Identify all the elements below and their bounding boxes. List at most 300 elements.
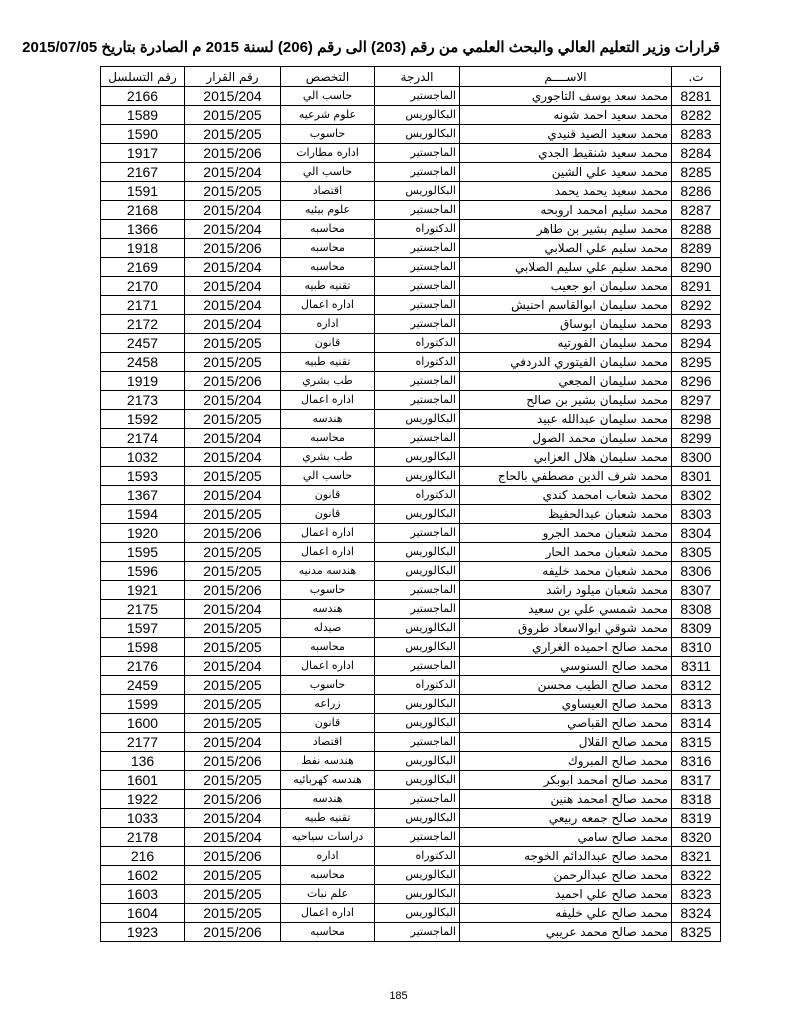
cell-degree: البكالوريس — [375, 448, 460, 467]
cell-no: 8311 — [672, 657, 721, 676]
cell-serial: 2176 — [101, 657, 185, 676]
cell-decision: 2015/205 — [185, 866, 281, 885]
cell-no: 8313 — [672, 695, 721, 714]
cell-specialty: هندسه — [281, 600, 375, 619]
cell-name: محمد سليمان بشير بن صالح — [460, 391, 672, 410]
cell-serial: 1917 — [101, 144, 185, 163]
page-number: 185 — [389, 990, 408, 1002]
cell-decision: 2015/205 — [185, 562, 281, 581]
cell-decision: 2015/206 — [185, 752, 281, 771]
cell-no: 8283 — [672, 125, 721, 144]
cell-name: محمد صالح القباصي — [460, 714, 672, 733]
cell-decision: 2015/205 — [185, 676, 281, 695]
cell-name: محمد شعبان محمد الحار — [460, 543, 672, 562]
cell-name: محمد صالح عبدالرحمن — [460, 866, 672, 885]
cell-no: 8293 — [672, 315, 721, 334]
header-decision: رقم القرار — [185, 67, 281, 87]
cell-serial: 2457 — [101, 334, 185, 353]
cell-serial: 1599 — [101, 695, 185, 714]
cell-degree: البكالوريس — [375, 543, 460, 562]
cell-decision: 2015/206 — [185, 144, 281, 163]
cell-name: محمد صالح علي احميد — [460, 885, 672, 904]
cell-name: محمد صالح العيساوي — [460, 695, 672, 714]
cell-name: محمد سليمان ابو جعيب — [460, 277, 672, 296]
cell-degree: الماجستير — [375, 429, 460, 448]
cell-name: محمد شرف الدين مصطفي بالحاج — [460, 467, 672, 486]
table-row — [101, 315, 721, 334]
header-serial: رقم التسلسل — [101, 67, 185, 87]
cell-name: محمد سليمان الفيتوري الدردفي — [460, 353, 672, 372]
cell-decision: 2015/204 — [185, 429, 281, 448]
cell-serial: 1591 — [101, 182, 185, 201]
cell-specialty: قانون — [281, 505, 375, 524]
cell-no: 8308 — [672, 600, 721, 619]
table-row — [101, 296, 721, 315]
cell-name: محمد سليم امحمد اروبحه — [460, 201, 672, 220]
cell-degree: الماجستير — [375, 372, 460, 391]
cell-specialty: اداره اعمال — [281, 391, 375, 410]
cell-decision: 2015/205 — [185, 904, 281, 923]
cell-name: محمد سليمان محمد الصول — [460, 429, 672, 448]
cell-serial: 1922 — [101, 790, 185, 809]
table-row — [101, 87, 721, 106]
cell-no: 8318 — [672, 790, 721, 809]
table-row — [101, 828, 721, 847]
cell-serial: 2169 — [101, 258, 185, 277]
cell-specialty: حاسوب — [281, 676, 375, 695]
cell-no: 8295 — [672, 353, 721, 372]
cell-degree: البكالوريس — [375, 125, 460, 144]
cell-degree: البكالوريس — [375, 467, 460, 486]
cell-name: محمد شعبان عبدالحفيظ — [460, 505, 672, 524]
cell-specialty: تقنيه طبيه — [281, 277, 375, 296]
cell-serial: 1604 — [101, 904, 185, 923]
cell-degree: الماجستير — [375, 581, 460, 600]
cell-decision: 2015/205 — [185, 619, 281, 638]
graduates-table — [100, 66, 721, 942]
cell-specialty: محاسبه — [281, 239, 375, 258]
cell-serial: 1594 — [101, 505, 185, 524]
cell-name: محمد سليمان ابوساق — [460, 315, 672, 334]
header-degree: الدرجة — [375, 67, 460, 87]
cell-no: 8319 — [672, 809, 721, 828]
table-row — [101, 600, 721, 619]
cell-degree: الماجستير — [375, 391, 460, 410]
cell-degree: البكالوريس — [375, 106, 460, 125]
table-row — [101, 505, 721, 524]
cell-serial: 1366 — [101, 220, 185, 239]
cell-no: 8309 — [672, 619, 721, 638]
table-row — [101, 258, 721, 277]
cell-specialty: هندسه مدنيه — [281, 562, 375, 581]
cell-specialty: طب بشري — [281, 448, 375, 467]
cell-no: 8325 — [672, 923, 721, 942]
cell-no: 8302 — [672, 486, 721, 505]
cell-name: محمد صالح جمعه ربيعي — [460, 809, 672, 828]
cell-degree: الماجستير — [375, 733, 460, 752]
table-row — [101, 125, 721, 144]
table-row — [101, 904, 721, 923]
cell-no: 8320 — [672, 828, 721, 847]
cell-degree: الدكتوراه — [375, 676, 460, 695]
cell-no: 8324 — [672, 904, 721, 923]
cell-no: 8322 — [672, 866, 721, 885]
cell-no: 8307 — [672, 581, 721, 600]
cell-degree: الدكتوراه — [375, 334, 460, 353]
cell-decision: 2015/204 — [185, 163, 281, 182]
cell-name: محمد صالح عبدالدائم الخوجه — [460, 847, 672, 866]
cell-degree: البكالوريس — [375, 638, 460, 657]
cell-name: محمد سليم علي سليم الصلابي — [460, 258, 672, 277]
cell-no: 8301 — [672, 467, 721, 486]
cell-degree: البكالوريس — [375, 866, 460, 885]
cell-name: محمد شعبان محمد الجرو — [460, 524, 672, 543]
cell-decision: 2015/205 — [185, 771, 281, 790]
table-row — [101, 106, 721, 125]
cell-name: محمد سعيد احمد شونه — [460, 106, 672, 125]
cell-name: محمد سليمان المجعي — [460, 372, 672, 391]
cell-serial: 2170 — [101, 277, 185, 296]
cell-serial: 2177 — [101, 733, 185, 752]
table-row — [101, 144, 721, 163]
cell-name: محمد سعيد يحمد يحمد — [460, 182, 672, 201]
cell-name: محمد سعيد شنقيط الجدي — [460, 144, 672, 163]
cell-degree: الماجستير — [375, 144, 460, 163]
table-row — [101, 847, 721, 866]
cell-serial: 1596 — [101, 562, 185, 581]
cell-serial: 1590 — [101, 125, 185, 144]
table-row — [101, 695, 721, 714]
cell-degree: البكالوريس — [375, 714, 460, 733]
cell-degree: الماجستير — [375, 923, 460, 942]
cell-serial: 2172 — [101, 315, 185, 334]
cell-specialty: حاسوب — [281, 581, 375, 600]
cell-name: محمد سعيد الصيد قنيدي — [460, 125, 672, 144]
cell-decision: 2015/205 — [185, 505, 281, 524]
table-row — [101, 410, 721, 429]
cell-serial: 2178 — [101, 828, 185, 847]
cell-specialty: علوم شرعيه — [281, 106, 375, 125]
cell-serial: 1592 — [101, 410, 185, 429]
table-row — [101, 201, 721, 220]
cell-degree: البكالوريس — [375, 410, 460, 429]
cell-decision: 2015/205 — [185, 467, 281, 486]
cell-specialty: محاسبه — [281, 638, 375, 657]
cell-specialty: محاسبه — [281, 866, 375, 885]
cell-decision: 2015/204 — [185, 486, 281, 505]
cell-serial: 2175 — [101, 600, 185, 619]
cell-serial: 1919 — [101, 372, 185, 391]
cell-serial: 2173 — [101, 391, 185, 410]
cell-degree: الماجستير — [375, 277, 460, 296]
cell-decision: 2015/204 — [185, 201, 281, 220]
cell-decision: 2015/205 — [185, 182, 281, 201]
table-row — [101, 372, 721, 391]
cell-degree: الماجستير — [375, 828, 460, 847]
table-row — [101, 277, 721, 296]
cell-decision: 2015/204 — [185, 315, 281, 334]
cell-decision: 2015/206 — [185, 790, 281, 809]
table-row — [101, 524, 721, 543]
cell-serial: 1603 — [101, 885, 185, 904]
cell-degree: البكالوريس — [375, 809, 460, 828]
cell-degree: البكالوريس — [375, 505, 460, 524]
cell-name: محمد شعبان ميلود راشد — [460, 581, 672, 600]
cell-decision: 2015/204 — [185, 277, 281, 296]
cell-specialty: اداره اعمال — [281, 543, 375, 562]
cell-serial: 1920 — [101, 524, 185, 543]
table-row — [101, 581, 721, 600]
cell-specialty: اداره اعمال — [281, 296, 375, 315]
table-row — [101, 657, 721, 676]
cell-degree: البكالوريس — [375, 619, 460, 638]
cell-name: محمد صالح المبروك — [460, 752, 672, 771]
header-name: الاســــم — [460, 67, 672, 87]
cell-no: 8289 — [672, 239, 721, 258]
cell-specialty: هندسه نفط — [281, 752, 375, 771]
cell-no: 8298 — [672, 410, 721, 429]
cell-name: محمد صالح احميده الغراري — [460, 638, 672, 657]
cell-serial: 2174 — [101, 429, 185, 448]
cell-serial: 1597 — [101, 619, 185, 638]
cell-no: 8316 — [672, 752, 721, 771]
cell-decision: 2015/205 — [185, 410, 281, 429]
cell-serial: 1367 — [101, 486, 185, 505]
cell-decision: 2015/204 — [185, 809, 281, 828]
cell-no: 8285 — [672, 163, 721, 182]
header-no: ت. — [672, 67, 721, 87]
table-row — [101, 467, 721, 486]
cell-no: 8284 — [672, 144, 721, 163]
cell-no: 8282 — [672, 106, 721, 125]
cell-degree: الماجستير — [375, 201, 460, 220]
cell-degree: الماجستير — [375, 524, 460, 543]
cell-serial: 2459 — [101, 676, 185, 695]
cell-decision: 2015/205 — [185, 714, 281, 733]
cell-specialty: حاسب الي — [281, 87, 375, 106]
cell-specialty: قانون — [281, 334, 375, 353]
cell-degree: الماجستير — [375, 239, 460, 258]
cell-degree: الماجستير — [375, 600, 460, 619]
cell-degree: الدكتوراه — [375, 847, 460, 866]
cell-degree: الماجستير — [375, 315, 460, 334]
table-row — [101, 733, 721, 752]
cell-degree: الدكتوراه — [375, 353, 460, 372]
cell-specialty: محاسبه — [281, 220, 375, 239]
cell-decision: 2015/204 — [185, 733, 281, 752]
table-row — [101, 182, 721, 201]
cell-degree: البكالوريس — [375, 182, 460, 201]
table-row — [101, 923, 721, 942]
cell-no: 8281 — [672, 87, 721, 106]
cell-specialty: دراسات سياحيه — [281, 828, 375, 847]
cell-serial: 2167 — [101, 163, 185, 182]
cell-serial: 1593 — [101, 467, 185, 486]
cell-serial: 1601 — [101, 771, 185, 790]
cell-specialty: اداره اعمال — [281, 657, 375, 676]
cell-decision: 2015/204 — [185, 600, 281, 619]
cell-no: 8299 — [672, 429, 721, 448]
cell-decision: 2015/204 — [185, 391, 281, 410]
cell-name: محمد سليمان عبدالله عبيد — [460, 410, 672, 429]
cell-serial: 1032 — [101, 448, 185, 467]
cell-specialty: محاسبه — [281, 429, 375, 448]
cell-no: 8287 — [672, 201, 721, 220]
cell-degree: البكالوريس — [375, 752, 460, 771]
table-row — [101, 676, 721, 695]
cell-decision: 2015/205 — [185, 125, 281, 144]
cell-degree: البكالوريس — [375, 885, 460, 904]
cell-no: 8317 — [672, 771, 721, 790]
cell-decision: 2015/204 — [185, 220, 281, 239]
table-body — [101, 87, 721, 942]
header-specialty: التخصص — [281, 67, 375, 87]
cell-serial: 2168 — [101, 201, 185, 220]
cell-decision: 2015/205 — [185, 638, 281, 657]
table-row — [101, 486, 721, 505]
table-row — [101, 448, 721, 467]
cell-specialty: علم نبات — [281, 885, 375, 904]
cell-serial: 1918 — [101, 239, 185, 258]
cell-decision: 2015/204 — [185, 296, 281, 315]
cell-name: محمد سليم علي الصلابي — [460, 239, 672, 258]
cell-decision: 2015/205 — [185, 106, 281, 125]
cell-specialty: علوم بيئيه — [281, 201, 375, 220]
cell-specialty: حاسوب — [281, 125, 375, 144]
cell-no: 8306 — [672, 562, 721, 581]
cell-decision: 2015/205 — [185, 353, 281, 372]
cell-specialty: اداره — [281, 315, 375, 334]
cell-degree: الماجستير — [375, 87, 460, 106]
cell-decision: 2015/206 — [185, 524, 281, 543]
table-row — [101, 334, 721, 353]
table-row — [101, 353, 721, 372]
cell-no: 8291 — [672, 277, 721, 296]
cell-no: 8294 — [672, 334, 721, 353]
cell-no: 8303 — [672, 505, 721, 524]
table-row — [101, 239, 721, 258]
cell-no: 8297 — [672, 391, 721, 410]
cell-serial: 1589 — [101, 106, 185, 125]
cell-name: محمد صالح الطيب محسن — [460, 676, 672, 695]
cell-name: محمد صالح محمد عريبي — [460, 923, 672, 942]
cell-specialty: اداره — [281, 847, 375, 866]
cell-decision: 2015/204 — [185, 87, 281, 106]
cell-serial: 2171 — [101, 296, 185, 315]
cell-serial: 136 — [101, 752, 185, 771]
cell-serial: 2166 — [101, 87, 185, 106]
cell-specialty: اقتصاد — [281, 182, 375, 201]
cell-specialty: اداره اعمال — [281, 904, 375, 923]
cell-decision: 2015/206 — [185, 581, 281, 600]
cell-decision: 2015/205 — [185, 334, 281, 353]
cell-decision: 2015/206 — [185, 372, 281, 391]
cell-no: 8290 — [672, 258, 721, 277]
cell-serial: 2458 — [101, 353, 185, 372]
cell-name: محمد سعد يوسف التاجوري — [460, 87, 672, 106]
cell-degree: الماجستير — [375, 163, 460, 182]
cell-specialty: هندسه — [281, 790, 375, 809]
cell-specialty: تقنيه طبيه — [281, 353, 375, 372]
cell-serial: 1033 — [101, 809, 185, 828]
cell-name: محمد شعاب امحمد كندي — [460, 486, 672, 505]
table-row — [101, 771, 721, 790]
table-row — [101, 714, 721, 733]
cell-serial: 1602 — [101, 866, 185, 885]
cell-specialty: قانون — [281, 486, 375, 505]
cell-name: محمد صالح امحمد ابوبكر — [460, 771, 672, 790]
cell-no: 8292 — [672, 296, 721, 315]
cell-decision: 2015/206 — [185, 847, 281, 866]
cell-no: 8286 — [672, 182, 721, 201]
cell-no: 8321 — [672, 847, 721, 866]
cell-specialty: زراعه — [281, 695, 375, 714]
table-row — [101, 619, 721, 638]
cell-degree: الماجستير — [375, 258, 460, 277]
cell-specialty: صيدله — [281, 619, 375, 638]
cell-specialty: طب بشري — [281, 372, 375, 391]
cell-specialty: هندسه — [281, 410, 375, 429]
cell-degree: البكالوريس — [375, 562, 460, 581]
table-row — [101, 885, 721, 904]
cell-serial: 1600 — [101, 714, 185, 733]
table-row — [101, 429, 721, 448]
cell-name: محمد سعيد علي الشين — [460, 163, 672, 182]
cell-no: 8315 — [672, 733, 721, 752]
cell-serial: 1921 — [101, 581, 185, 600]
cell-decision: 2015/205 — [185, 885, 281, 904]
cell-serial: 1598 — [101, 638, 185, 657]
cell-serial: 1923 — [101, 923, 185, 942]
cell-degree: الماجستير — [375, 657, 460, 676]
cell-name: محمد سليمان ابوالقاسم احنيش — [460, 296, 672, 315]
cell-no: 8310 — [672, 638, 721, 657]
cell-name: محمد صالح امحمد هنين — [460, 790, 672, 809]
table-row — [101, 562, 721, 581]
cell-specialty: هندسه كهربائيه — [281, 771, 375, 790]
cell-name: محمد صالح السنوسي — [460, 657, 672, 676]
cell-name: محمد شمسي علي بن سعيد — [460, 600, 672, 619]
table-header-row — [101, 67, 721, 87]
cell-specialty: اداره اعمال — [281, 524, 375, 543]
cell-name: محمد صالح القلال — [460, 733, 672, 752]
cell-no: 8288 — [672, 220, 721, 239]
cell-no: 8305 — [672, 543, 721, 562]
cell-no: 8304 — [672, 524, 721, 543]
cell-name: محمد شوقي ابوالاسعاد طروق — [460, 619, 672, 638]
cell-name: محمد صالح سامي — [460, 828, 672, 847]
cell-specialty: حاسب الي — [281, 467, 375, 486]
cell-name: محمد صالح علي خليفه — [460, 904, 672, 923]
table-row — [101, 543, 721, 562]
table-row — [101, 752, 721, 771]
table-row — [101, 809, 721, 828]
cell-degree: البكالوريس — [375, 771, 460, 790]
cell-decision: 2015/204 — [185, 657, 281, 676]
cell-specialty: محاسبه — [281, 923, 375, 942]
cell-specialty: قانون — [281, 714, 375, 733]
cell-no: 8296 — [672, 372, 721, 391]
cell-decision: 2015/206 — [185, 239, 281, 258]
cell-degree: البكالوريس — [375, 904, 460, 923]
cell-specialty: حاسب الي — [281, 163, 375, 182]
cell-specialty: اداره مطارات — [281, 144, 375, 163]
cell-name: محمد سليم بشير بن طاهر — [460, 220, 672, 239]
cell-decision: 2015/205 — [185, 543, 281, 562]
cell-no: 8314 — [672, 714, 721, 733]
cell-no: 8312 — [672, 676, 721, 695]
table-row — [101, 638, 721, 657]
